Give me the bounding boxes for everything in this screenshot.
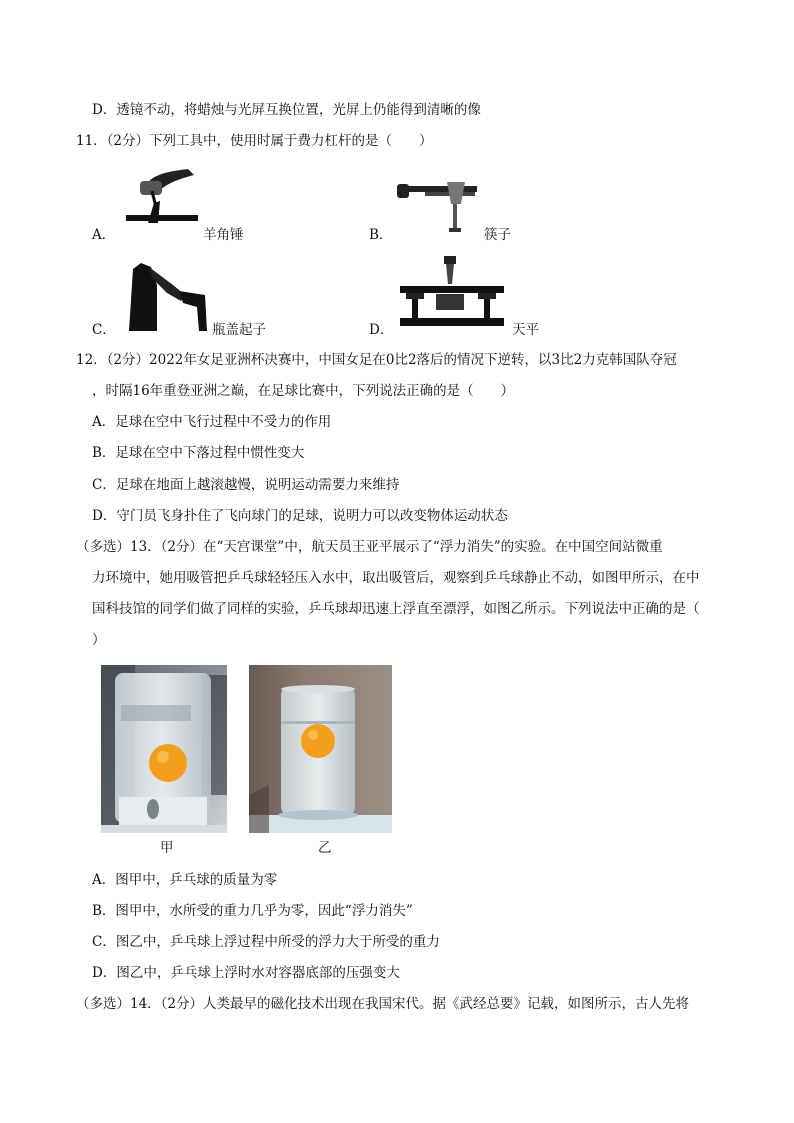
- q11-option-c-label: C．: [92, 322, 116, 338]
- q12-stem-line-1: 12．（2分）2022年女足亚洲杯决赛中，中国女足在0比2落后的情况下逆转，以3比2力克韩国队夺冠: [76, 352, 677, 368]
- balance-scale-figure: [396, 254, 508, 330]
- q11-option-d-caption: 天平: [512, 322, 539, 338]
- q13-option-b: B．图甲中，水所受的重力几乎为零，因此“浮力消失”: [92, 903, 413, 919]
- q13-stem-line-1: （多选）13．（2分）在“天宫课堂”中，航天员王亚平展示了“浮力消失”的实验。在中国空间站微重: [76, 539, 663, 555]
- q13-photo-yi-caption: 乙: [318, 840, 332, 856]
- q11-option-c-caption: 瓶盖起子: [212, 322, 266, 338]
- q13-option-d: D．图乙中，乒乓球上浮时水对容器底部的压强变大: [92, 965, 400, 981]
- earth-water-bottle-image: [249, 665, 392, 833]
- q13-photo-yi: [249, 665, 392, 833]
- q14-stem-line-1: （多选）14．（2分）人类最早的磁化技术出现在我国宋代。据《武经总要》记载，如图所示，古人先将: [76, 996, 690, 1012]
- q12-option-a: A．足球在空中飞行过程中不受力的作用: [92, 414, 332, 430]
- q11-stem: 11．（2分）下列工具中，使用时属于费力杠杆的是（ ）: [76, 133, 433, 149]
- claw-hammer-figure: [118, 163, 203, 238]
- q13-stem-line-2: 力环境中，她用吸管把乒乓球轻轻压入水中，取出吸管后，观察到乒乓球静止不动，如图甲所示，在中: [92, 570, 700, 586]
- q13-option-a: A．图甲中，乒乓球的质量为零: [92, 872, 278, 888]
- q13-photo-jia: [101, 665, 227, 833]
- q13-stem-line-4: ）: [92, 632, 106, 648]
- bottle-opener-figure: [123, 255, 211, 333]
- q12-option-b: B．足球在空中下落过程中惯性变大: [92, 445, 305, 461]
- q11-option-d-label: D．: [369, 322, 394, 338]
- q11-option-a-caption: 羊角锤: [203, 227, 244, 243]
- q10-option-d: D．透镜不动，将蜡烛与光屏互换位置，光屏上仍能得到清晰的像: [92, 102, 481, 118]
- q11-option-b-label: B．: [369, 227, 393, 243]
- q12-option-d: D．守门员飞身扑住了飞向球门的足球，说明力可以改变物体运动状态: [92, 508, 508, 524]
- chopsticks-figure: [395, 176, 485, 236]
- q13-photo-jia-caption: 甲: [160, 840, 174, 856]
- q13-option-c: C．图乙中，乒乓球上浮过程中所受的浮力大于所受的重力: [92, 934, 440, 950]
- q11-option-b-caption: 筷子: [484, 227, 511, 243]
- q13-stem-line-3: 国科技馆的同学们做了同样的实验，乒乓球却迅速上浮直至漂浮，如图乙所示。下列说法中正确的是（: [92, 601, 700, 617]
- q11-option-a-label: A．: [92, 227, 116, 243]
- q12-stem-line-2: ，时隔16年重登亚洲之巅，在足球比赛中，下列说法正确的是（ ）: [92, 383, 515, 399]
- q12-option-c: C．足球在地面上越滚越慢，说明运动需要力来维持: [92, 477, 400, 493]
- space-station-water-bottle-image: [101, 665, 227, 833]
